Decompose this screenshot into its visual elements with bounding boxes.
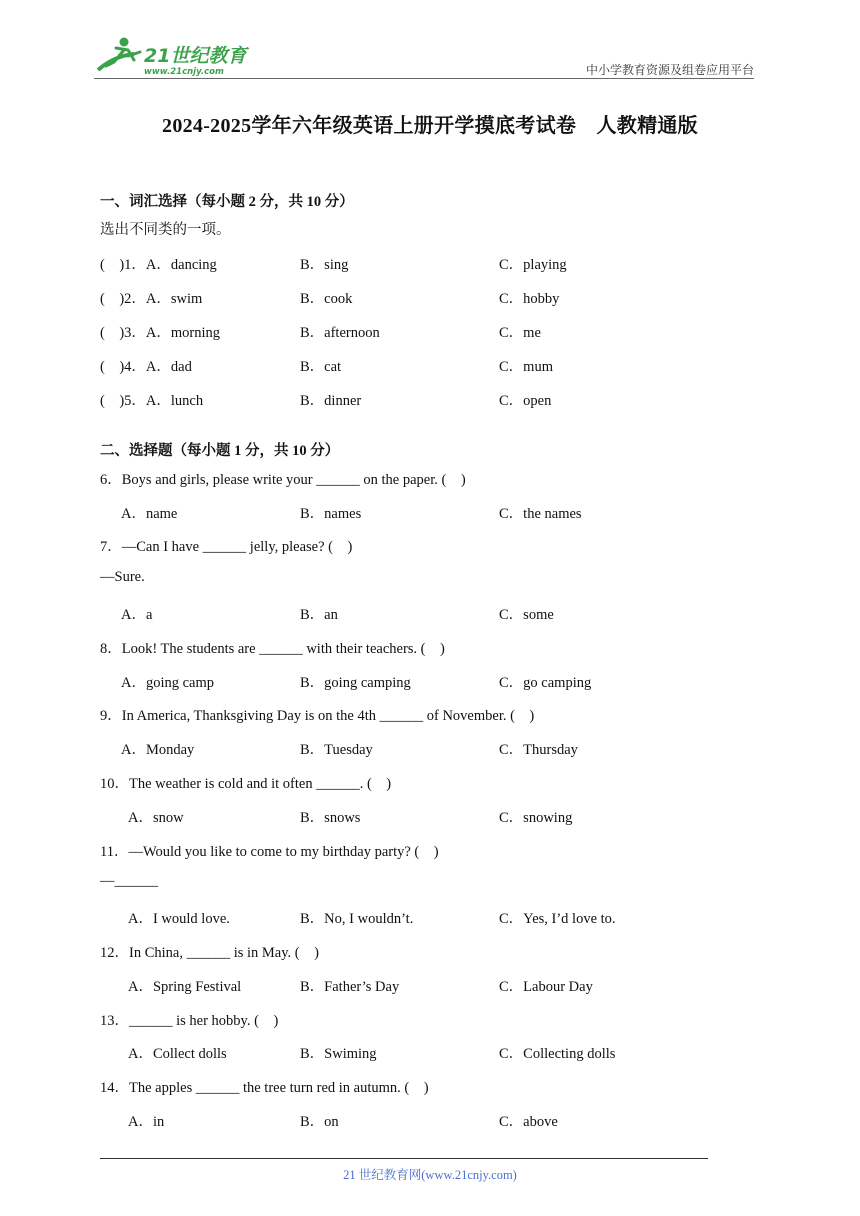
- option-c: C．open: [499, 393, 552, 409]
- option-c: C．me: [499, 325, 541, 341]
- answer-line: —______: [100, 873, 158, 889]
- footer-link[interactable]: 21 世纪教育网(www.21cnjy.com): [343, 1168, 517, 1182]
- option-b: B．on: [300, 1114, 339, 1130]
- option-b: B．Tuesday: [300, 742, 373, 758]
- option-a: A．Collect dolls: [128, 1046, 227, 1062]
- runner-icon: [98, 38, 140, 71]
- option-b: B．an: [300, 607, 338, 623]
- answer-line: —Sure.: [100, 569, 145, 585]
- option-b: B．cook: [300, 291, 353, 307]
- question-stem: 13．______ is her hobby. ( ): [100, 1013, 279, 1029]
- option-c: C．snowing: [499, 810, 573, 826]
- question-stem: 12．In China, ______ is in May. ( ): [100, 945, 319, 961]
- logo-text: 21世纪教育: [144, 45, 247, 67]
- option-a: ( )3．A．morning: [100, 325, 221, 341]
- option-b: B．Father’s Day: [300, 979, 400, 995]
- platform-label: 中小学教育资源及组卷应用平台: [585, 63, 754, 77]
- option-a: ( )5．A．lunch: [100, 393, 204, 409]
- question-stem: 11．—Would you like to come to my birthday party? ( ): [100, 844, 439, 860]
- footer-divider: [100, 1158, 708, 1159]
- option-b: B．afternoon: [300, 325, 380, 341]
- option-b: B．going camping: [300, 675, 411, 691]
- question-stem: 10．The weather is cold and it often ______. ( ): [100, 776, 392, 792]
- option-b: B．sing: [300, 257, 349, 273]
- section-1-heading: 一、词汇选择（每小题 2 分，共 10 分）: [100, 194, 354, 210]
- option-a: A．Monday: [121, 742, 195, 758]
- option-a: A．going camp: [121, 675, 215, 691]
- option-a: ( )4．A．dad: [100, 359, 192, 375]
- option-c: C．Thursday: [499, 742, 578, 758]
- question-stem: 14．The apples ______ the tree turn red in autumn. ( ): [100, 1080, 429, 1096]
- option-c: C．Collecting dolls: [499, 1046, 616, 1062]
- option-b: B．cat: [300, 359, 342, 375]
- option-a: ( )1．A．dancing: [100, 257, 217, 273]
- option-a: ( )2．A．swim: [100, 291, 203, 307]
- page-title: 2024-2025学年六年级英语上册开学摸底考试卷 人教精通版: [162, 115, 698, 137]
- option-c: C．Labour Day: [499, 979, 593, 995]
- option-b: B．snows: [300, 810, 361, 826]
- option-c: C．playing: [499, 257, 567, 273]
- option-c: C．go camping: [499, 675, 592, 691]
- option-c: C．some: [499, 607, 554, 623]
- option-c: C．hobby: [499, 291, 560, 307]
- logo-url: www.21cnjy.com: [144, 67, 224, 77]
- option-b: B．names: [300, 506, 362, 522]
- option-b: B．dinner: [300, 393, 362, 409]
- option-c: C．Yes, I’d love to.: [499, 911, 616, 927]
- option-a: A．Spring Festival: [128, 979, 242, 995]
- option-a: A．a: [121, 607, 153, 623]
- option-c: C．the names: [499, 506, 582, 522]
- question-stem: 6．Boys and girls, please write your ______ on the paper. ( ): [100, 472, 466, 488]
- question-stem: 7．—Can I have ______ jelly, please? ( ): [100, 539, 353, 555]
- question-stem: 9．In America, Thanksgiving Day is on the 4th ______ of November. ( ): [100, 708, 535, 724]
- question-stem: 8．Look! The students are ______ with their teachers. ( ): [100, 641, 445, 657]
- site-logo: [94, 36, 259, 78]
- option-c: C．above: [499, 1114, 558, 1130]
- option-b: B．No, I wouldn’t.: [300, 911, 414, 927]
- option-a: A．snow: [128, 810, 184, 826]
- option-c: C．mum: [499, 359, 553, 375]
- option-a: A．name: [121, 506, 178, 522]
- section-2-heading: 二、选择题（每小题 1 分，共 10 分）: [100, 443, 340, 459]
- option-a: A．in: [128, 1114, 165, 1130]
- option-b: B．Swiming: [300, 1046, 377, 1062]
- option-a: A．I would love.: [128, 911, 230, 927]
- header-divider: [94, 78, 754, 79]
- section-1-instruction: 选出不同类的一项。: [100, 222, 231, 238]
